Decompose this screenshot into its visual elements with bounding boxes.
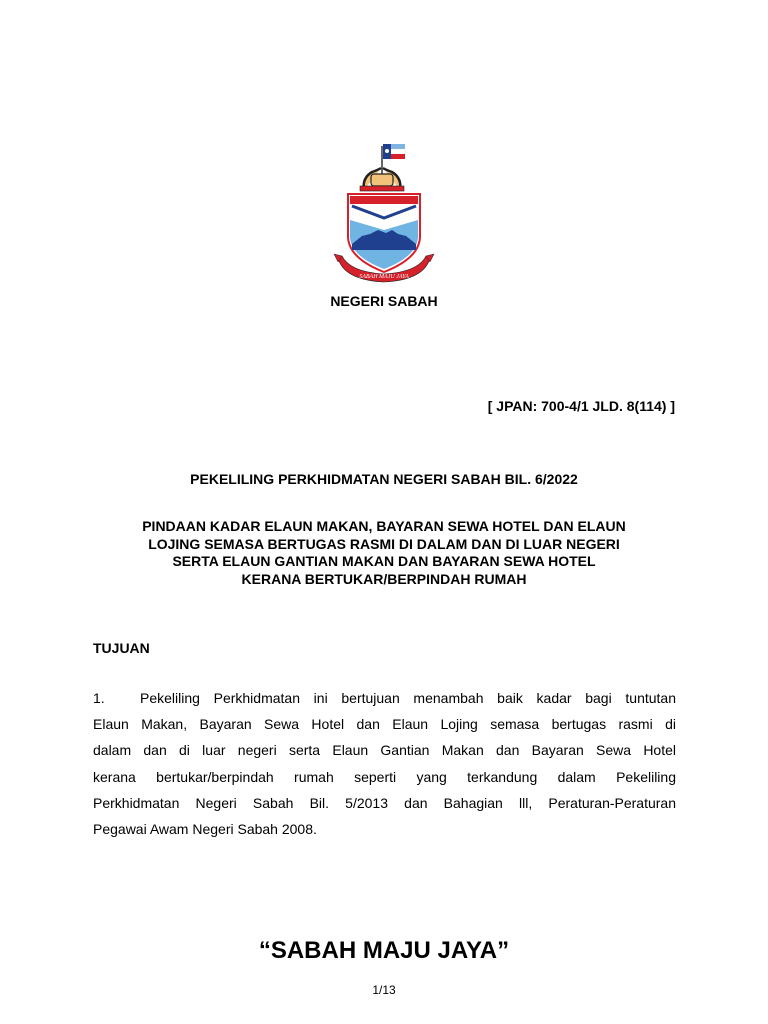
paragraph-line: dalam dan di luar negeri serta Elaun Gantian Makan dan Bayaran Sewa Hotel xyxy=(93,742,676,759)
paragraph-line-text: Pekeliling Perkhidmatan ini bertujuan menambah baik kadar bagi tuntutan xyxy=(140,690,676,706)
coat-of-arms-image xyxy=(334,138,434,286)
subject-line: KERANA BERTUKAR/BERPINDAH RUMAH xyxy=(241,570,527,587)
paragraph-line xyxy=(93,685,676,711)
paragraph-line: Pegawai Awam Negeri Sabah 2008. xyxy=(93,820,317,837)
paragraph-line: Perkhidmatan Negeri Sabah Bil. 5/2013 dan Bahagian lll, Peraturan-Peraturan xyxy=(93,794,676,811)
paragraph-line: Elaun Makan, Bayaran Sewa Hotel dan Elaun Lojing semasa bertugas rasmi di xyxy=(93,716,676,733)
subject-line: PINDAAN KADAR ELAUN MAKAN, BAYARAN SEWA HOTEL DAN ELAUN xyxy=(142,518,626,534)
state-name-heading: NEGERI SABAH xyxy=(330,293,438,309)
paragraph-number: 1. xyxy=(93,690,105,706)
paragraph-line: kerana bertukar/berpindah rumah seperti yang terkandung dalam Pekeliling xyxy=(93,768,676,785)
circular-title: PEKELILING PERKHIDMATAN NEGERI SABAH BIL. 6/2022 xyxy=(190,471,578,487)
section-heading-tujuan: TUJUAN xyxy=(93,640,150,656)
crest-motto: SABAH MAJU JAYA xyxy=(359,274,409,280)
footer-slogan: “SABAH MAJU JAYA” xyxy=(258,937,510,964)
reference-number: [ JPAN: 700-4/1 JLD. 8(114) ] xyxy=(487,398,675,414)
subject-line: SERTA ELAUN GANTIAN MAKAN DAN BAYARAN SEWA HOTEL xyxy=(172,553,596,569)
subject-line: LOJING SEMASA BERTUGAS RASMI DI DALAM DAN DI LUAR NEGERI xyxy=(148,535,620,552)
paragraph-1 xyxy=(93,685,676,842)
sabah-coat-of-arms xyxy=(334,138,434,286)
circular-subject xyxy=(0,518,768,588)
page-number: 1/13 xyxy=(372,983,396,997)
